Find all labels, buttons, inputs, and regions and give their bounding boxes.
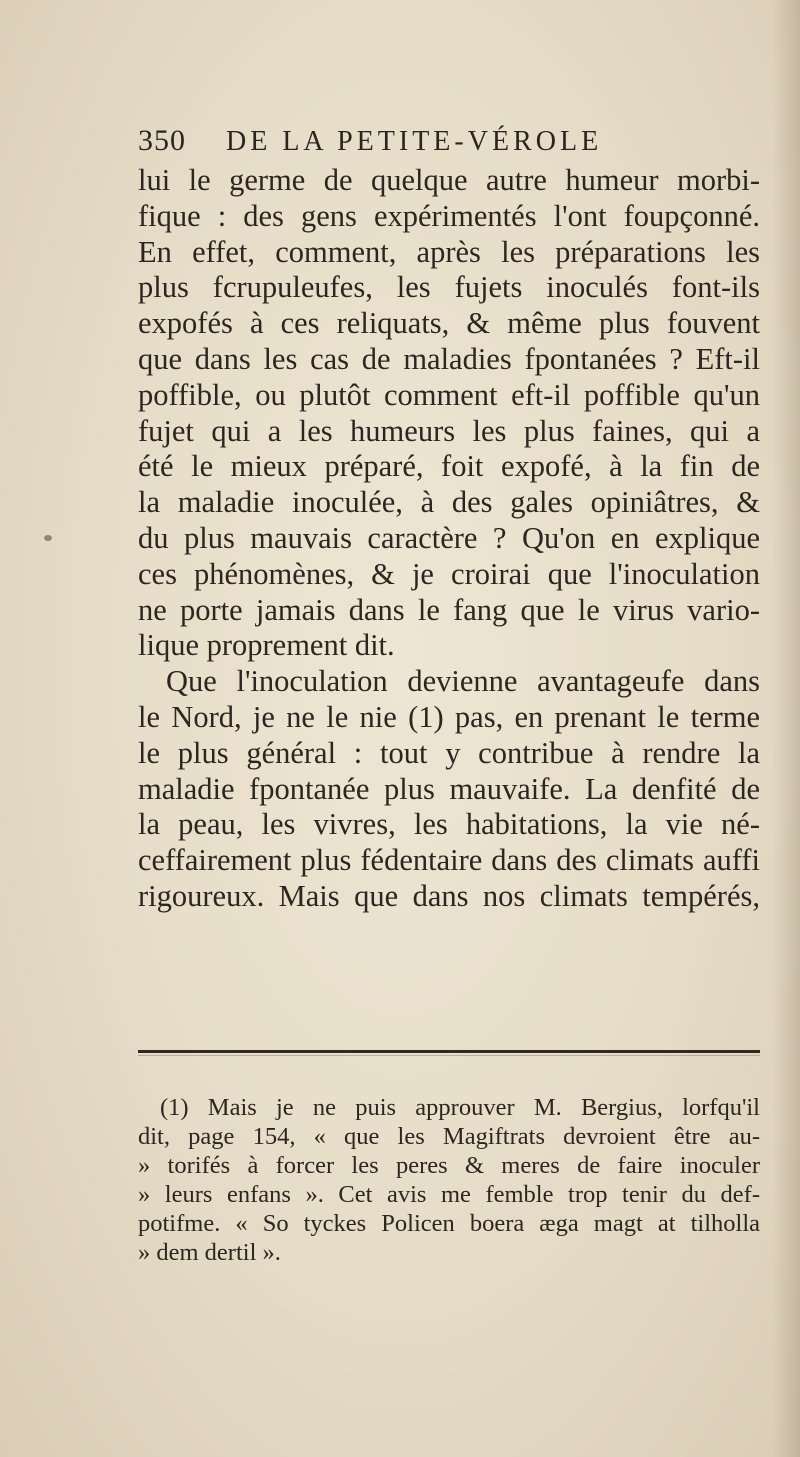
text-line: fique : des gens expérimentés l'ont foupçonné. [138,198,760,233]
text-line: rigoureux. Mais que dans nos climats tempérés, [138,878,760,913]
text-line: fujet qui a les humeurs les plus faines, qui a [138,413,760,448]
page-number: 350 [138,124,186,157]
text-line: du plus mauvais caractère ? Qu'on en explique [138,520,760,555]
text-line: poffible, ou plutôt comment eft-il poffible qu'un [138,377,760,412]
ink-stain [44,535,52,541]
text-line: la peau, les vivres, les habitations, la vie né- [138,807,760,842]
page-edge-shadow [772,0,800,1457]
running-head [138,124,758,164]
text-line: plus fcrupuleufes, les fujets inoculés font-ils [138,270,760,305]
footnote-line: » dem dertil ». [138,1239,281,1266]
text-line: ne porte jamais dans le fang que le virus vario- [138,592,760,627]
text-line: le plus général : tout y contribue à rendre la [138,735,760,770]
footnote [138,1093,760,1267]
footnote-line: potifme. « So tyckes Policen boera æga magt at tilholla [138,1210,760,1237]
text-line: lui le germe de quelque autre humeur morbi- [138,163,760,197]
text-line: expofés à ces reliquats, & même plus fouvent [138,306,760,341]
footnote-line: » torifés à forcer les peres & meres de faire inoculer [138,1152,760,1179]
text-line: lique proprement dit. [138,628,395,663]
text-line: été le mieux préparé, foit expofé, à la fin de [138,449,760,484]
footnote-rule [138,1050,760,1053]
text-line: En effet, comment, après les préparations les [138,234,760,269]
footnote-line: » leurs enfans ». Cet avis me femble trop tenir du def- [138,1181,760,1208]
text-line: la maladie inoculée, à des gales opiniâtres, & [138,485,760,520]
text-line: Que l'inoculation devienne avantageufe dans [166,664,760,699]
main-text [138,163,760,915]
text-line: maladie fpontanée plus mauvaife. La denfité de [138,771,760,806]
text-line: que dans les cas de maladies fpontanées ? Eft-il [138,341,760,376]
footnote-rule-shadow [138,1055,760,1056]
text-line: le Nord, je ne le nie (1) pas, en prenant le terme [138,699,760,734]
running-title: DE LA PETITE-VÉROLE [226,126,603,157]
footnote-line: (1) Mais je ne puis approuver M. Bergius, lorfqu'il [160,1094,760,1121]
text-line: ceffairement plus fédentaire dans des climats auffi [138,843,760,878]
footnote-line: dit, page 154, « que les Magiftrats devroient être au- [138,1123,760,1150]
text-line: ces phénomènes, & je croirai que l'inoculation [138,556,760,591]
